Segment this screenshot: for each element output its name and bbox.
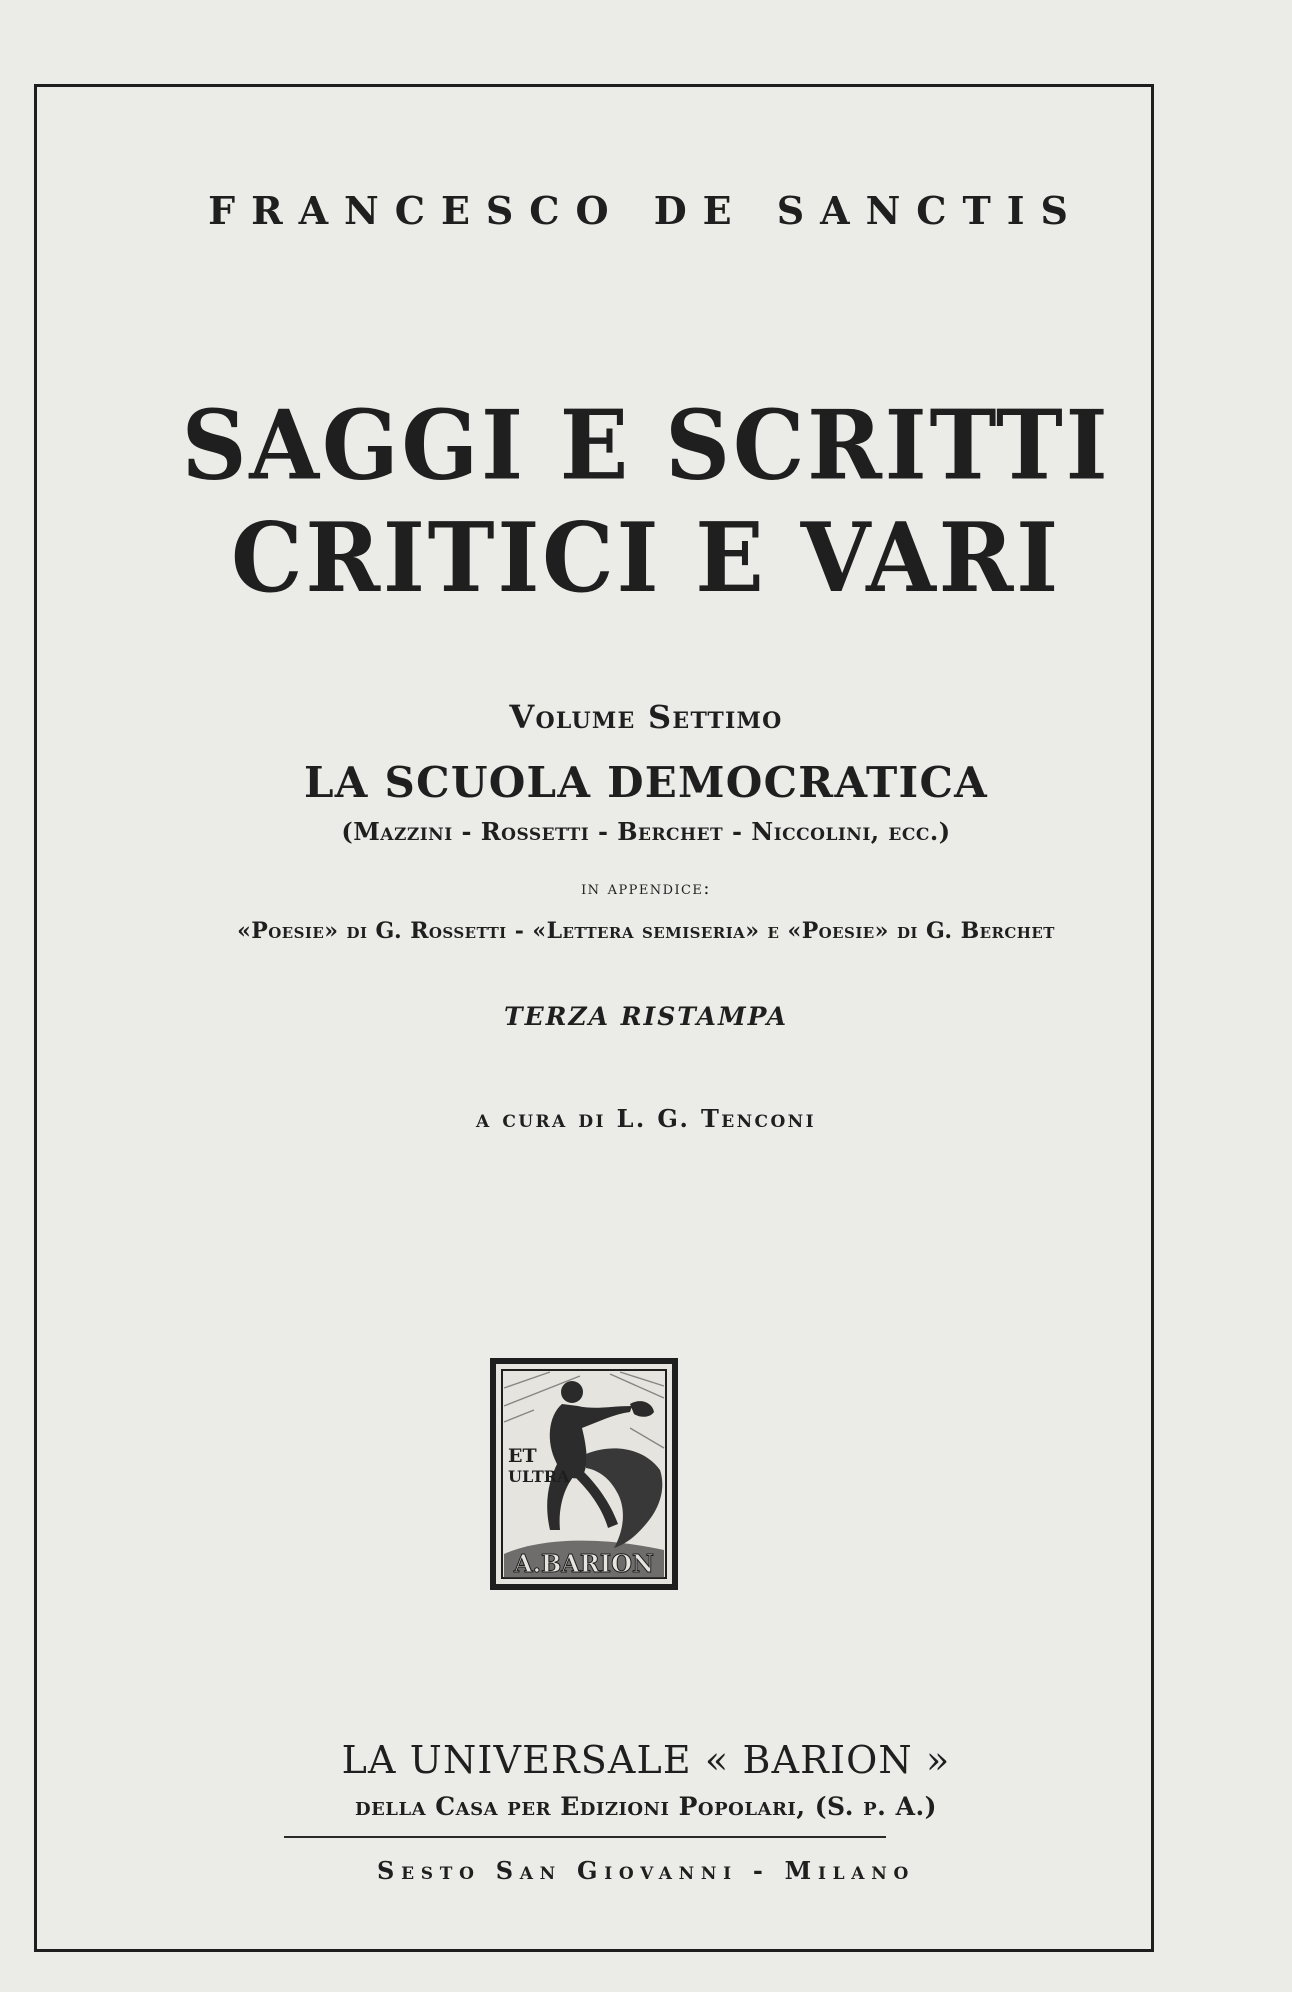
- editor-credit: a cura di L. G. Tenconi: [476, 1104, 816, 1133]
- subtitle-authors: (Mazzini - Rossetti - Berchet - Niccolini, ecc.): [341, 817, 951, 846]
- publisher-subtitle: della Casa per Edizioni Popolari, (S. p. A.): [354, 1792, 938, 1821]
- appendix-label: in appendice:: [581, 878, 711, 899]
- publisher-rule: [284, 1836, 886, 1838]
- reprint-label: TERZA RISTAMPA: [504, 1002, 788, 1031]
- printer-mark-name: A.BARION: [514, 1549, 654, 1578]
- volume-label: Volume Settimo: [509, 698, 783, 736]
- appendix-contents: «Poesie» di G. Rossetti - «Lettera semiseria» e «Poesie» di G. Berchet: [237, 918, 1055, 944]
- title-line-1: SAGGI E SCRITTI: [181, 389, 1111, 502]
- title-line-2: CRITICI E VARI: [231, 502, 1061, 615]
- volume-subtitle: LA SCUOLA DEMOCRATICA: [304, 758, 988, 807]
- publisher-name: LA UNIVERSALE « BARION »: [341, 1738, 951, 1782]
- printer-mark-icon: [490, 1358, 678, 1590]
- author-name: FRANCESCO DE SANCTIS: [208, 188, 1084, 233]
- printer-mark-motto-2: ULTRA: [508, 1467, 570, 1486]
- printer-mark-motto-1: ET: [508, 1445, 537, 1467]
- publisher-place: Sesto San Giovanni - Milano: [377, 1856, 915, 1885]
- book-title: [0, 390, 1292, 615]
